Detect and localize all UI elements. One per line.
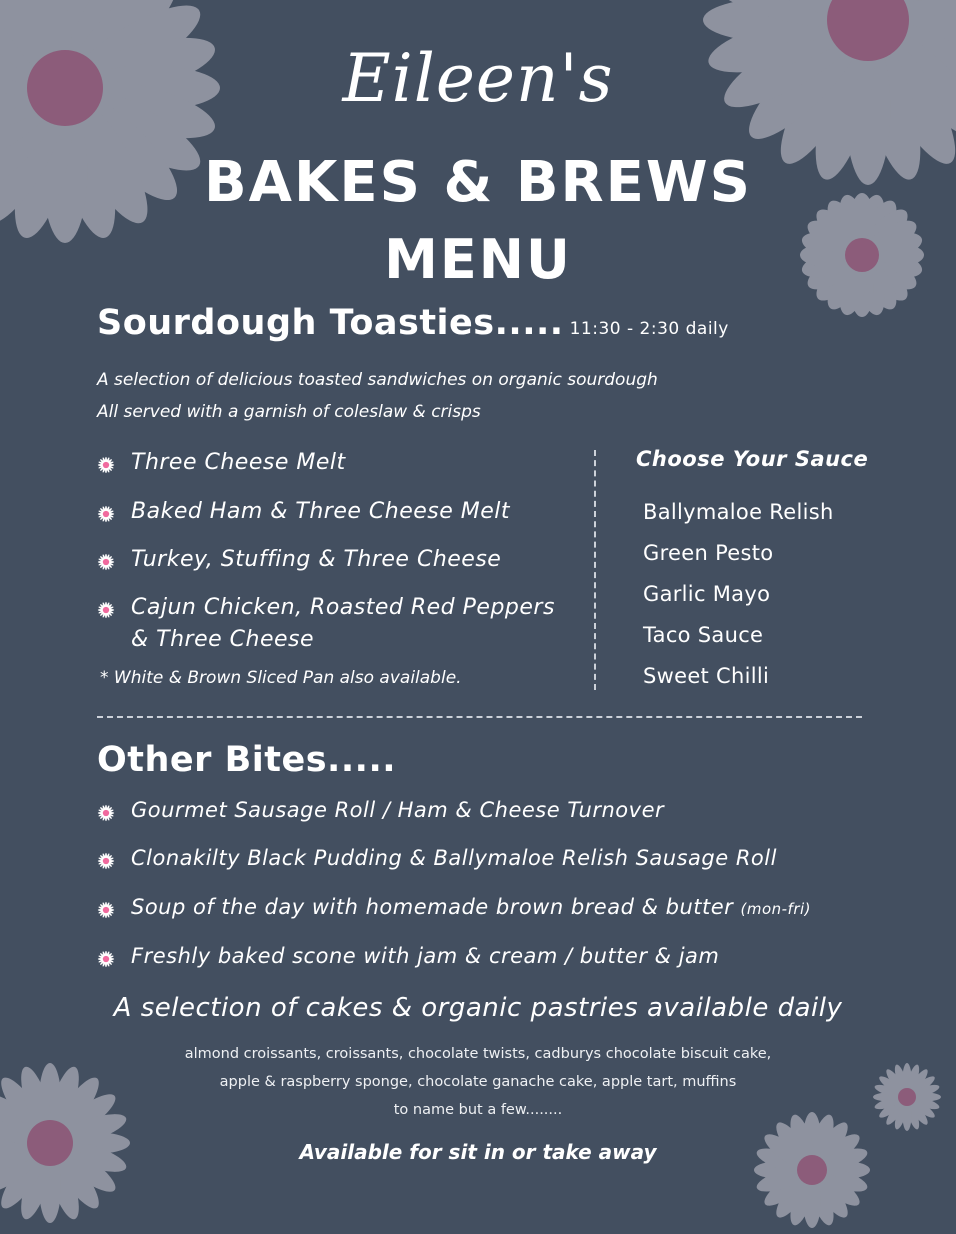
toasties-description-line2: All served with a garnish of coleslaw & crisps	[97, 402, 481, 422]
menu-item-label: Baked Ham & Three Cheese Melt	[131, 499, 511, 524]
menu-item-bite	[96, 842, 777, 874]
cakes-list	[0, 1040, 956, 1124]
page-subtitle: MENU	[384, 228, 572, 291]
cakes-list-line2: apple & raspberry sponge, chocolate ganache cake, apple tart, muffins	[219, 1074, 737, 1090]
menu-item-suffix: (mon-fri)	[740, 900, 812, 918]
menu-item-bite	[96, 794, 664, 826]
availability-footer: Available for sit in or take away	[299, 1140, 657, 1164]
menu-item-label: Turkey, Stuffing & Three Cheese	[131, 547, 502, 572]
sauce-option: Ballymaloe Relish	[643, 500, 834, 524]
vertical-dashed-divider	[594, 450, 596, 690]
menu-item-label	[131, 592, 555, 656]
toasties-hours: 11:30 - 2:30 daily	[569, 319, 729, 339]
section-heading-toasties	[97, 303, 729, 343]
menu-item-label	[131, 891, 811, 925]
cafe-name-script: Eileen's	[342, 40, 614, 117]
sauce-option: Taco Sauce	[643, 623, 764, 647]
menu-item-toastie	[96, 592, 555, 656]
daisy-bullet-icon	[96, 550, 116, 570]
menu-item-label: Gourmet Sausage Roll / Ham & Cheese Turnover	[131, 798, 665, 822]
daisy-bullet-icon	[96, 897, 116, 917]
bread-note: * White & Brown Sliced Pan also available.	[100, 668, 462, 688]
daisy-bullet-icon	[96, 848, 116, 868]
toasties-description	[97, 364, 658, 428]
sauce-option: Sweet Chilli	[643, 664, 770, 688]
menu-item-toastie	[96, 496, 510, 528]
menu-item-label: Three Cheese Melt	[131, 450, 346, 475]
toasties-heading-text: Sourdough Toasties.....	[97, 303, 564, 343]
horizontal-dashed-divider	[97, 716, 862, 718]
daisy-bullet-icon	[96, 453, 116, 473]
daisy-bullet-icon	[96, 946, 116, 966]
daisy-bullet-icon	[96, 800, 116, 820]
sauce-heading: Choose Your Sauce	[636, 447, 869, 471]
daisy-flower-icon	[752, 1110, 872, 1234]
cakes-list-line3: to name but a few........	[393, 1102, 563, 1118]
menu-item-label: Clonakilty Black Pudding & Ballymaloe Relish Sausage Roll	[131, 846, 777, 870]
menu-item-label-line1: Cajun Chicken, Roasted Red Peppers	[131, 595, 555, 620]
section-heading-other-bites: Other Bites.....	[97, 740, 397, 780]
sauce-option: Garlic Mayo	[643, 582, 771, 606]
menu-item-bite	[96, 891, 811, 925]
sauce-option: Green Pesto	[643, 541, 774, 565]
cakes-list-line1: almond croissants, croissants, chocolate twists, cadburys chocolate biscuit cake,	[184, 1046, 772, 1062]
menu-item-label-line2: & Three Cheese	[131, 627, 315, 652]
daisy-bullet-icon	[96, 598, 116, 618]
menu-item-label: Freshly baked scone with jam & cream / butter & jam	[131, 944, 720, 968]
menu-item-toastie	[96, 544, 501, 576]
cakes-heading: A selection of cakes & organic pastries available daily	[113, 993, 843, 1023]
toasties-description-line1: A selection of delicious toasted sandwiches on organic sourdough	[97, 370, 658, 390]
menu-item-bite	[96, 940, 719, 972]
daisy-bullet-icon	[96, 502, 116, 522]
page-title: BAKES & BREWS	[204, 150, 752, 215]
menu-item-toastie	[96, 447, 346, 479]
menu-item-label-text: Soup of the day with homemade brown bread & butter	[131, 895, 734, 919]
